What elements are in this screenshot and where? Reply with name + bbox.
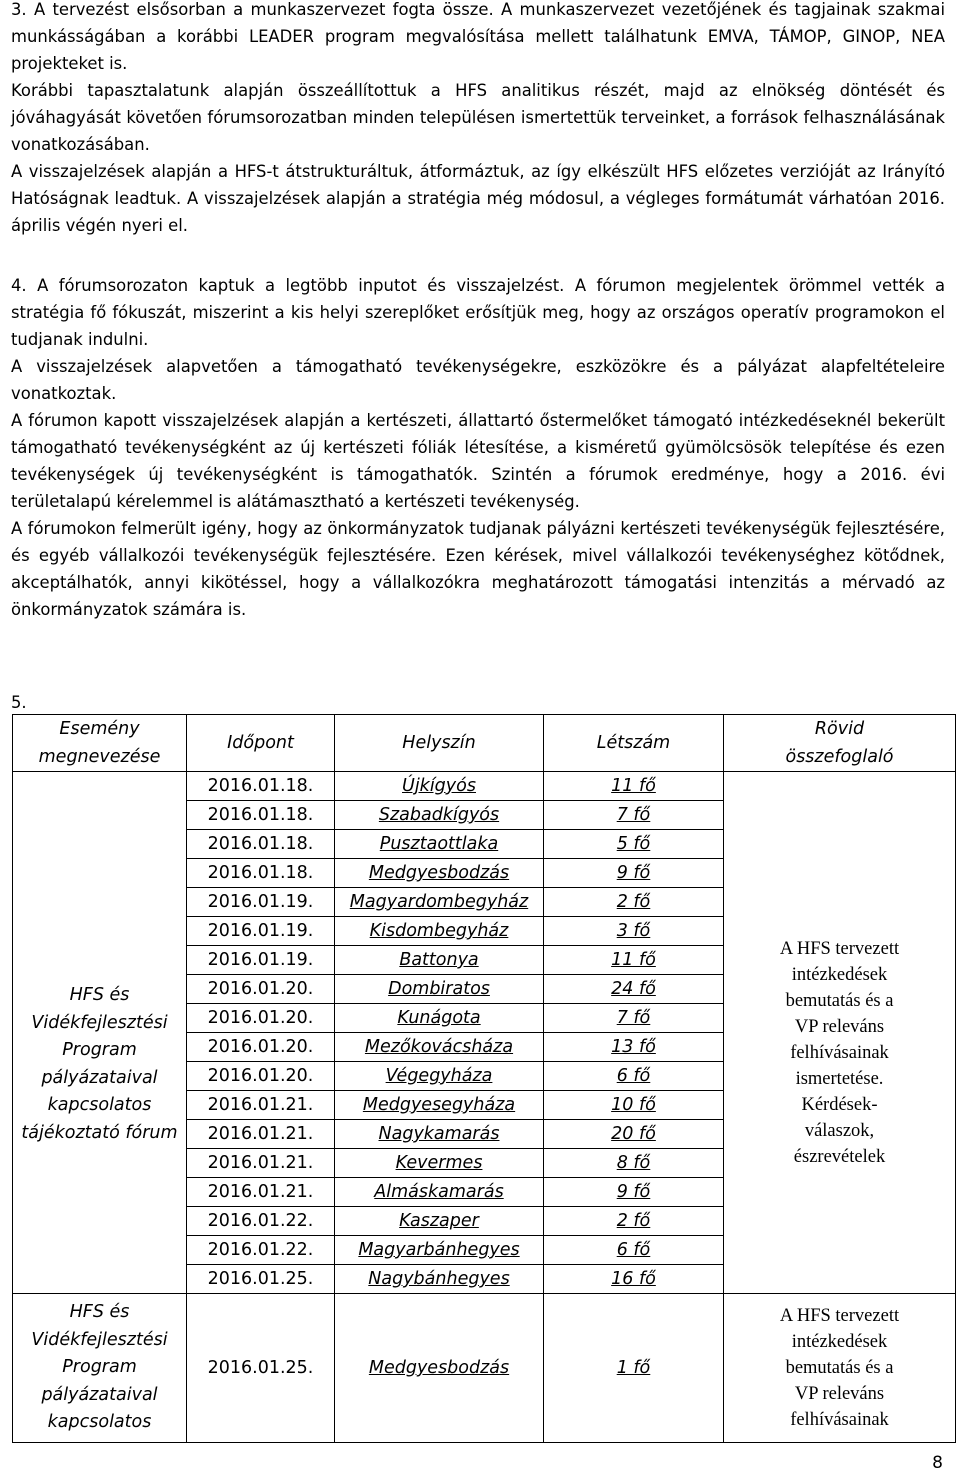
- cell-count: 24 fő: [544, 975, 724, 1004]
- cell-date: 2016.01.20.: [187, 1062, 335, 1091]
- cell-date: 2016.01.18.: [187, 801, 335, 830]
- cell-line: A HFS tervezett: [779, 938, 900, 959]
- header-count: Létszám: [544, 715, 724, 772]
- cell-line: válaszok,: [804, 1120, 875, 1141]
- cell-count: 10 fő: [544, 1091, 724, 1120]
- cell-date: 2016.01.18.: [187, 859, 335, 888]
- cell-date: 2016.01.22.: [187, 1207, 335, 1236]
- paragraph: Korábbi tapasztalatunk alapján összeállítottuk a HFS analitikus részét, majd az elnökség döntését és jóváhagyását követően fórumsorozatban minden településen ismertettük terveinket, a források felhasználásának vonatkozásában.: [11, 81, 945, 154]
- cell-place: Végegyháza: [335, 1062, 544, 1091]
- cell-place: Almáskamarás: [335, 1178, 544, 1207]
- cell-date: 2016.01.18.: [187, 772, 335, 801]
- table-row: [13, 1294, 956, 1443]
- cell-place: Szabadkígyós: [335, 801, 544, 830]
- cell-count: 2 fő: [544, 888, 724, 917]
- cell-line: VP releváns: [794, 1016, 885, 1037]
- cell-date: 2016.01.19.: [187, 946, 335, 975]
- cell-line: felhívásainak: [790, 1042, 889, 1063]
- cell-date: 2016.01.20.: [187, 1004, 335, 1033]
- cell-place: Medgyesbodzás: [335, 1294, 544, 1443]
- table-header-row: [13, 715, 956, 772]
- cell-line: Vidékfejlesztési: [31, 1329, 168, 1350]
- summary-cell: [724, 772, 956, 1294]
- cell-line: intézkedések: [791, 964, 888, 985]
- cell-place: Dombiratos: [335, 975, 544, 1004]
- cell-count: 11 fő: [544, 946, 724, 975]
- cell-place: Nagybánhegyes: [335, 1265, 544, 1294]
- cell-date: 2016.01.25.: [187, 1265, 335, 1294]
- paragraph: A fórumokon felmerült igény, hogy az önkormányzatok tudjanak pályázni kertészeti tevékenységük fejlesztésére, és egyéb vállalkozói tevékenységük fejlesztésére. Ezen kérések, mivel vállalkozói tevékenységhez kötődnek, akceptálhatók, annyi kikötéssel, hogy a vállalkozókra meghatározott támogatási intenzitás a mérvadó az önkormányzatok számára is.: [11, 519, 945, 619]
- cell-date: 2016.01.19.: [187, 888, 335, 917]
- cell-count: 3 fő: [544, 917, 724, 946]
- cell-date: 2016.01.19.: [187, 917, 335, 946]
- cell-line: Vidékfejlesztési: [31, 1012, 168, 1033]
- cell-line: Program: [62, 1357, 137, 1378]
- cell-place: Magyarbánhegyes: [335, 1236, 544, 1265]
- header-date: Időpont: [187, 715, 335, 772]
- cell-line: VP releváns: [794, 1384, 885, 1404]
- cell-place: Medgyesegyháza: [335, 1091, 544, 1120]
- cell-line: A HFS tervezett: [779, 1306, 900, 1326]
- paragraph: 4. A fórumsorozaton kaptuk a legtöbb inputot és visszajelzést. A fórumon megjelentek örömmel vették a stratégia fő fókuszát, miszerint a kis helyi szereplőket erősítjük meg, hogy az országos operatív programokon el tudjanak indulni.: [11, 276, 945, 349]
- section-3-text: [11, 0, 945, 239]
- summary-cell: [724, 1294, 956, 1443]
- cell-place: Magyardombegyház: [335, 888, 544, 917]
- paragraph: 3. A tervezést elsősorban a munkaszervezet fogta össze. A munkaszervezet vezetőjének és tagjainak szakmai munkásságában a korábbi LEADER program megvalósítása mellett találhatunk EMVA, TÁMOP, GINOP, NEA projekteket is.: [11, 0, 945, 73]
- cell-date: 2016.01.18.: [187, 830, 335, 859]
- cell-count: 2 fő: [544, 1207, 724, 1236]
- cell-line: bemutatás és a: [785, 1358, 894, 1378]
- cell-count: 1 fő: [544, 1294, 724, 1443]
- header-summary: Rövid összefoglaló: [724, 715, 956, 772]
- cell-date: 2016.01.20.: [187, 1033, 335, 1062]
- cell-count: 7 fő: [544, 801, 724, 830]
- cell-count: 9 fő: [544, 1178, 724, 1207]
- cell-place: Kisdombegyház: [335, 917, 544, 946]
- cell-count: 5 fő: [544, 830, 724, 859]
- cell-date: 2016.01.21.: [187, 1091, 335, 1120]
- cell-line: pályázataival: [41, 1067, 158, 1088]
- cell-line: tájékoztató fórum: [21, 1122, 178, 1143]
- cell-place: Mezőkovácsháza: [335, 1033, 544, 1062]
- cell-line: kapcsolatos: [47, 1412, 152, 1433]
- cell-date: 2016.01.25.: [187, 1294, 335, 1443]
- cell-count: 13 fő: [544, 1033, 724, 1062]
- cell-place: Nagykamarás: [335, 1120, 544, 1149]
- cell-place: Medgyesbodzás: [335, 859, 544, 888]
- cell-count: 7 fő: [544, 1004, 724, 1033]
- cell-line: Program: [62, 1040, 137, 1060]
- cell-count: 8 fő: [544, 1149, 724, 1178]
- cell-place: Újkígyós: [335, 772, 544, 801]
- cell-place: Battonya: [335, 946, 544, 975]
- section-5-number: 5.: [11, 693, 27, 712]
- cell-line: bemutatás és a: [785, 990, 894, 1011]
- cell-count: 6 fő: [544, 1236, 724, 1265]
- paragraph: A fórumon kapott visszajelzések alapján a kertészeti, állattartó őstermelőket támogató intézkedéseknél bekerült támogatható tevékenységként az új kertészeti fóliák létesítése, a kisméretű gyümölcsösök telepítése és ezen tevékenységek új tevékenységként is támogathatók. Szintén a fórumok eredménye, hogy a 2016. évi területalapú kérelemmel is alátámasztható a kertészeti tevékenység.: [11, 411, 945, 511]
- cell-line: HFS és: [69, 1302, 130, 1323]
- header-event: Esemény megnevezése: [13, 715, 187, 772]
- cell-place: Kevermes: [335, 1149, 544, 1178]
- cell-date: 2016.01.21.: [187, 1120, 335, 1149]
- cell-count: 11 fő: [544, 772, 724, 801]
- cell-date: 2016.01.21.: [187, 1149, 335, 1178]
- cell-line: intézkedések: [791, 1332, 888, 1352]
- cell-date: 2016.01.21.: [187, 1178, 335, 1207]
- cell-line: kapcsolatos: [47, 1095, 152, 1115]
- cell-count: 16 fő: [544, 1265, 724, 1294]
- cell-count: 9 fő: [544, 859, 724, 888]
- event-name-cell: [13, 772, 187, 1294]
- cell-line: pályázataival: [41, 1384, 158, 1405]
- cell-line: HFS és: [69, 985, 130, 1005]
- cell-place: Kaszaper: [335, 1207, 544, 1236]
- cell-date: 2016.01.20.: [187, 975, 335, 1004]
- cell-line: ismertetése.: [795, 1068, 884, 1089]
- header-place: Helyszín: [335, 715, 544, 772]
- cell-date: 2016.01.22.: [187, 1236, 335, 1265]
- cell-count: 6 fő: [544, 1062, 724, 1091]
- table-row: [13, 772, 956, 801]
- paragraph: A visszajelzések alapvetően a támogatható tevékenységekre, eszközökre és a pályázat alapfeltételeire vonatkoztak.: [11, 357, 945, 403]
- cell-line: észrevételek: [793, 1146, 886, 1167]
- event-name-cell: [13, 1294, 187, 1443]
- cell-place: Kunágota: [335, 1004, 544, 1033]
- page-number: 8: [932, 1453, 943, 1473]
- events-table: [12, 714, 956, 1443]
- paragraph: A visszajelzések alapján a HFS-t átstrukturáltuk, átformáztuk, az így elkészült HFS előzetes verzióját az Irányító Hatóságnak leadtuk. A visszajelzések alapján a stratégia még módosul, a végleges formátumát várhatóan 2016. április végén nyeri el.: [11, 162, 945, 235]
- cell-line: Kérdések-: [801, 1094, 878, 1115]
- section-4-text: [11, 272, 945, 623]
- cell-place: Pusztaottlaka: [335, 830, 544, 859]
- cell-line: felhívásainak: [790, 1410, 889, 1430]
- cell-count: 20 fő: [544, 1120, 724, 1149]
